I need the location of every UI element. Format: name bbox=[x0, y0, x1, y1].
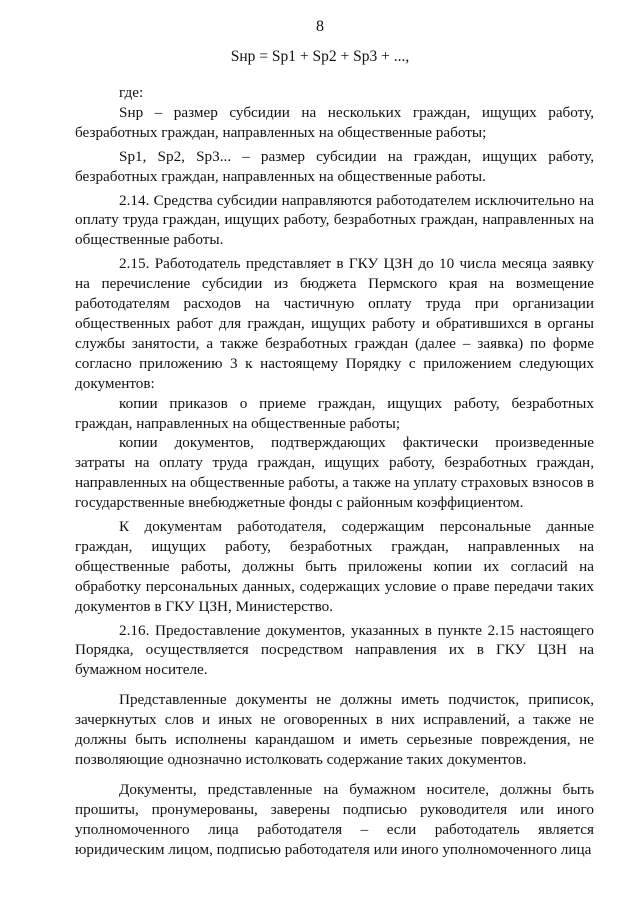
paragraph-snr-definition: Sнр – размер субсидии на нескольких граждан, ищущих работу, безработных граждан, направленных на общественные работы; bbox=[75, 103, 594, 141]
formula: Sнр = Sp1 + Sp2 + Sp3 + ..., bbox=[230, 48, 410, 65]
paragraph-2-14: 2.14. Средства субсидии направляются работодателем исключительно на оплату труда граждан, ищущих работу, безработных граждан, направленных на общественные работы. bbox=[75, 191, 594, 249]
paragraph-copies-orders: копии приказов о приеме граждан, ищущих работу, безработных граждан, направленных на общественные работы; bbox=[75, 394, 594, 432]
paragraph-2-15: 2.15. Работодатель представляет в ГКУ ЦЗН до 10 числа месяца заявку на перечисление субсидии из бюджета Пермского края на возмещение работодателям расходов на частичную оплату труда при организации общественных работ для граждан, ищущих работу и обратившихся в органы службы занятости, а также безработных граждан (далее – заявка) по форме согласно приложению 3 к настоящему Порядку с приложением следующих документов: bbox=[75, 255, 594, 392]
paragraph-paper-documents: Документы, представленные на бумажном носителе, должны быть прошиты, пронумерованы, заверены подписью руководителя или иного уполномоченного лица работодателя – если работодатель является юридическим лицом, подписью работодателя или иного уполномоченного лица bbox=[75, 780, 594, 858]
paragraph-copies-documents: копии документов, подтверждающих фактически произведенные затраты на оплату труда граждан, ищущих работу, безработных граждан, направленных на общественные работы, а также на уплату страховых взносов в государственные внебюджетные фонды с районным коэффициентом. bbox=[75, 434, 594, 512]
paragraph-requirements: Представленные документы не должны иметь подчисток, приписок, зачеркнутых слов и иных не оговоренных в них исправлений, а также не должны быть исполнены карандашом и иметь серьезные повреждения, не позволяющие однозначно истолковать содержание таких документов. bbox=[75, 691, 594, 768]
paragraph-sp-definition: Sp1, Sp2, Sp3... – размер субсидии на граждан, ищущих работу, безработных граждан, направленных на общественные работы. bbox=[75, 147, 594, 185]
paragraph-2-16: 2.16. Предоставление документов, указанных в пункте 2.15 настоящего Порядка, осуществляется посредством направления их в ГКУ ЦЗН на бумажном носителе. bbox=[75, 621, 594, 679]
document-body bbox=[75, 83, 594, 860]
paragraph-personal-data: К документам работодателя, содержащим персональные данные граждан, ищущих работу, безработных граждан, направленных на общественные работы, должны быть приложены копии их согласий на обработку персональных данных, содержащих условие о праве передачи таких документов в ГКУ ЦЗН, Министерство. bbox=[75, 518, 594, 615]
paragraph-where: где: bbox=[119, 84, 144, 101]
page-number: 8 bbox=[316, 18, 324, 35]
